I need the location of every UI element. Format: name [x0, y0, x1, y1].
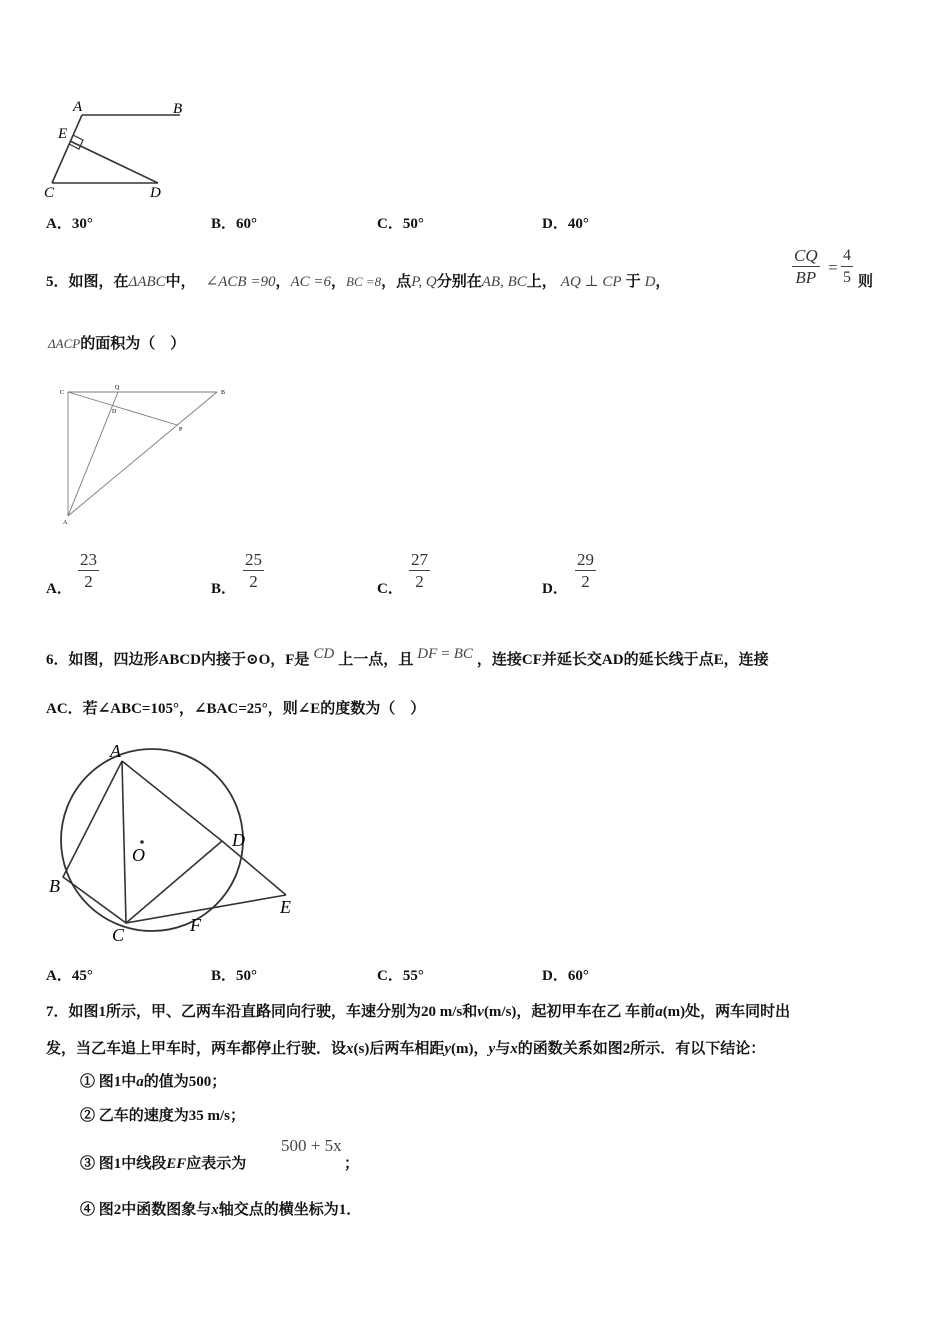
figure-q4 — [40, 95, 200, 205]
q6-eq: = — [441, 646, 450, 662]
q6-text: ，连接CF并延长交AD的延长线于点E，连接 — [476, 652, 769, 668]
q6-option-d[interactable]: D．60° — [542, 968, 589, 984]
q6-option-b[interactable]: B．50° — [211, 968, 258, 984]
q5-option-b-fraction — [243, 550, 264, 593]
frac-num: 29 — [577, 550, 594, 569]
q5-text: ， — [275, 274, 291, 290]
figure-q6 — [40, 735, 310, 950]
label-D: D — [150, 185, 161, 201]
q7-conclusion-3 — [80, 1152, 246, 1173]
q7-text: 轴交点的横坐标为1． — [218, 1202, 362, 1218]
label-A: A — [63, 520, 68, 526]
q5-ratio-value-num: 4 — [841, 246, 853, 267]
q6-stem-line1 — [46, 648, 769, 669]
q5-text: 上， — [526, 274, 557, 290]
q6-arc-df: DF — [417, 646, 438, 662]
q5-text: ， — [655, 274, 671, 290]
q7-text: ④ 图2中函数图象与 — [80, 1202, 212, 1218]
q7-semicolon: ； — [344, 1156, 360, 1172]
q7-var-x: x — [211, 1202, 219, 1218]
frac-den: 2 — [409, 570, 430, 593]
q5-pq: P, Q — [411, 274, 437, 290]
label-F: F — [190, 915, 201, 935]
q5-text: 中， — [165, 274, 196, 290]
q7-text: ① 图1中 — [80, 1074, 137, 1090]
q4-option-b[interactable]: B．60° — [211, 216, 258, 232]
q7-conclusion-4 — [80, 1198, 361, 1219]
q5-option-a-fraction — [78, 550, 99, 593]
q5-num: 5．如图，在 — [46, 274, 129, 290]
label-C: C — [60, 390, 65, 396]
q7-var-y: y — [488, 1041, 496, 1057]
q7-var-y: y — [444, 1041, 452, 1057]
q5-bc: BC =8 — [346, 274, 382, 289]
q6-text: 6．如图，四边形ABCD内接于⊙O，F是 — [46, 652, 310, 668]
q5-option-b[interactable]: B． — [211, 581, 237, 597]
q5-option-d[interactable]: D． — [542, 581, 568, 597]
q7-expression: 500 + 5x — [281, 1136, 342, 1155]
q5-ratio-value-den: 5 — [843, 269, 851, 286]
frac-den: 2 — [243, 570, 264, 593]
q5-ratio-den: BP — [795, 268, 817, 287]
q7-var-x: x — [510, 1041, 518, 1057]
q7-text: 的函数关系如图2所示．有以下结论： — [517, 1041, 766, 1057]
q7-text: 应表示为 — [186, 1156, 247, 1172]
q5-stem — [46, 270, 670, 291]
label-D: D — [112, 409, 117, 415]
label-D: D — [232, 830, 245, 850]
q5-perp: AQ ⊥ CP — [560, 274, 622, 290]
label-B: B — [221, 390, 226, 396]
label-E: E — [280, 897, 291, 917]
label-O: O — [132, 845, 145, 865]
q7-stem-line2 — [46, 1037, 765, 1058]
q6-option-a[interactable]: A．45° — [46, 968, 93, 984]
q5-option-c-fraction — [409, 550, 430, 593]
q7-var-a: a — [136, 1074, 144, 1090]
q4-option-a[interactable]: A．30° — [46, 216, 93, 232]
q7-var-a: a — [655, 1004, 663, 1020]
q4-option-c[interactable]: C．50° — [377, 216, 424, 232]
q5-abbc: AB, BC — [481, 274, 527, 290]
q5-ze: 则 — [858, 274, 874, 290]
q5-question: 的面积为（ ） — [80, 336, 186, 352]
q7-text: 发，当乙车追上甲车时，两车都停止行驶．设 — [46, 1041, 347, 1057]
figure-q5 — [55, 383, 235, 528]
label-P: P — [179, 427, 183, 433]
q7-var-ef: EF — [166, 1156, 187, 1172]
label-E: E — [58, 126, 68, 142]
q7-conclusion-2: ② 乙车的速度为35 m/s； — [80, 1108, 246, 1124]
q5-text: 于 — [625, 274, 641, 290]
q5-angle: ∠ACB =90 — [205, 274, 276, 290]
q6-arc-cd: CD — [313, 646, 335, 662]
q5-triangle: ΔABC — [128, 274, 166, 290]
q7-text: (m)处，两车同时出 — [662, 1004, 791, 1020]
label-B: B — [173, 101, 183, 117]
q5-ratio-fraction — [792, 246, 820, 289]
frac-num: 25 — [245, 550, 262, 569]
q5-stem-line2 — [48, 332, 185, 353]
q6-text: 上一点，且 — [338, 652, 414, 668]
q7-var-x: x — [346, 1041, 354, 1057]
q5-option-d-fraction — [575, 550, 596, 593]
q5-text: 分别在 — [436, 274, 482, 290]
frac-num: 27 — [411, 550, 428, 569]
q7-text: ③ 图1中线段 — [80, 1156, 167, 1172]
frac-num: 23 — [80, 550, 97, 569]
q7-text: 与 — [495, 1041, 511, 1057]
frac-den: 2 — [575, 570, 596, 593]
q5-triangle-acp: ΔACP — [48, 336, 81, 351]
label-C: C — [112, 925, 125, 945]
q6-option-c[interactable]: C．55° — [377, 968, 424, 984]
q5-ac: AC =6 — [290, 274, 332, 290]
q5-text: ， — [331, 274, 347, 290]
q7-text: (s)后两车相距 — [353, 1041, 445, 1057]
q5-eq: = — [828, 258, 838, 277]
q7-text: (m/s)，起初甲车在乙 车前 — [483, 1004, 656, 1020]
q7-var-v: v — [477, 1004, 484, 1020]
q7-stem-line1 — [46, 1000, 790, 1021]
q4-option-d[interactable]: D．40° — [542, 216, 589, 232]
q7-text: 7．如图1所示，甲、乙两车沿直路同向行驶，车速分别为20 m/s和 — [46, 1004, 478, 1020]
label-Q: Q — [115, 385, 120, 391]
q6-arc-bc: BC — [453, 646, 473, 662]
q6-stem-line2: AC．若∠ABC=105°，∠BAC=25°，则∠E的度数为（ ） — [46, 701, 426, 717]
q7-text: 的值为500； — [143, 1074, 227, 1090]
q7-text: (m)， — [451, 1041, 489, 1057]
label-C: C — [44, 185, 55, 201]
frac-den: 2 — [78, 570, 99, 593]
label-A: A — [110, 741, 121, 761]
q5-option-c[interactable]: C． — [377, 581, 403, 597]
q5-option-a[interactable]: A． — [46, 581, 72, 597]
q7-conclusion-1 — [80, 1070, 226, 1091]
q5-text: ，点 — [381, 274, 412, 290]
q5-ratio-value — [841, 246, 853, 289]
label-B: B — [49, 876, 60, 896]
q5-d: D — [644, 274, 656, 290]
q5-ratio-num: CQ — [794, 246, 818, 265]
label-A: A — [73, 99, 83, 115]
